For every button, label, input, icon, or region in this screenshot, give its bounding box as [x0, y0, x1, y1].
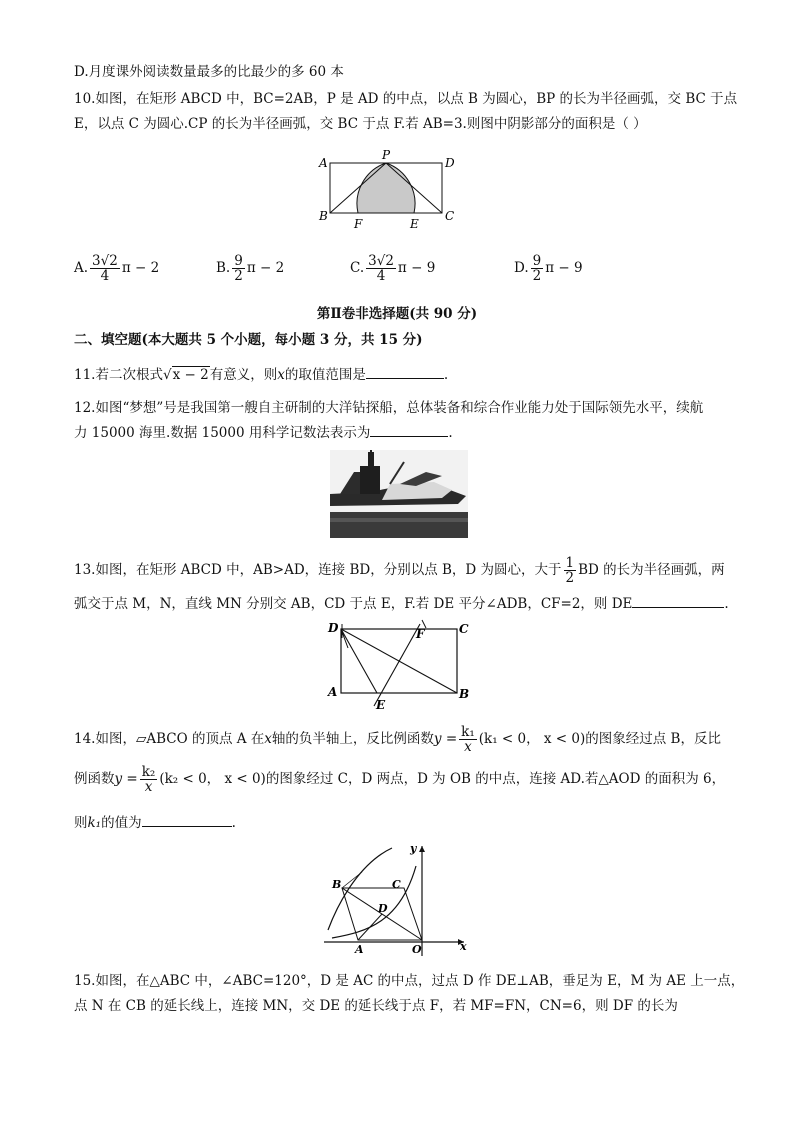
q10-option-b: B. $\frac{9}{2}$ π − 2 [216, 253, 285, 284]
ship-photo [330, 450, 468, 538]
q14-label-a: A [355, 943, 364, 956]
q14-label-y: y [410, 842, 417, 855]
q13-line-mn [374, 624, 420, 706]
section-title: 第Ⅱ卷非选择题(共 90 分) [316, 306, 478, 322]
q14-label-b: B [332, 878, 342, 891]
q13-label-c: C [459, 622, 469, 636]
q10-label-a: A [319, 156, 328, 170]
q10-option-d: D. $\frac{9}{2}$ π − 9 [514, 253, 583, 284]
q13-figure [320, 616, 480, 712]
q10-label-p: P [382, 148, 391, 162]
q10-option-c: C. $\frac{3√2}{4}$ π − 9 [350, 253, 436, 284]
q13-line1: 13.如图，在矩形 ABCD 中，AB>AD，连接 BD，分别以点 B，D 为圆心，大于 $\frac{1}{2}$ BD 的长为半径画弧，两 [74, 555, 725, 586]
q14-label-c: C [392, 878, 401, 891]
q10-label-b: B [319, 209, 328, 223]
q14-line2: 例函数y = $\frac{\text{k₂}}{x} (k_2 < 0$， x < 0)的图象经过 C，D 两点，D 为 OB 的中点，连接 AD.若△AOD 的面积为 6， [74, 764, 726, 795]
q13-label-e: E [376, 698, 386, 712]
q10-label-f: F [354, 217, 363, 231]
q10-label-c: C [445, 209, 455, 223]
q10-options [74, 254, 754, 290]
q15-line2: 点 N 在 CB 的延长线上，连接 MN，交 DE 的延长线于点 F，若 MF=FN，CN=6，则 DF 的长为 [74, 998, 678, 1014]
q14-curve-k2 [332, 866, 416, 938]
q14-label-x: x [460, 940, 467, 953]
q15-line1: 15.如图，在△ABC 中，∠ABC=120°，D 是 AC 的中点，过点 D 作 DE⊥AB，垂足为 E，M 为 AE 上一点， [74, 973, 745, 989]
part2-heading: 二、填空题(本大题共 5 个小题，每小题 3 分，共 15 分) [74, 332, 423, 348]
q14-label-o: O [412, 943, 422, 956]
q13-answer-blank[interactable] [632, 593, 724, 608]
q10-shaded-region [357, 163, 415, 213]
q14-line3: 则k₁的值为 . [74, 812, 236, 833]
q12-answer-blank[interactable] [370, 422, 448, 437]
q10-line1: 10.如图，在矩形 ABCD 中，BC=2AB，P 是 AD 的中点，以点 B 为圆心，BP 的长为半径画弧，交 BC 于点 [74, 91, 738, 107]
q13-label-f: F [416, 627, 425, 641]
q11-answer-blank[interactable] [366, 364, 444, 379]
q13-line2: 弧交于点 M，N，直线 MN 分别交 AB，CD 于点 E，F.若 DE 平分∠ADB，CF=2，则 DE . [74, 593, 729, 614]
q10-option-a: A. $\frac{3√2}{4}$ π − 2 [74, 253, 160, 284]
q13-label-a: A [328, 685, 338, 699]
q14-answer-blank[interactable] [142, 812, 232, 827]
q13-label-d: D [328, 621, 339, 635]
q14-label-d: D [378, 902, 388, 915]
q14-figure [322, 840, 474, 958]
prev-option-d: D.月度课外阅读数量最多的比最少的多 60 本 [74, 64, 344, 80]
q12-line2: 力 15000 海里.数据 15000 用科学记数法表示为 . [74, 422, 453, 443]
q12-line1: 12.如图“梦想”号是我国第一艘自主研制的大洋钻探船，总体装备和综合作业能力处于国际领先水平，续航 [74, 400, 704, 416]
q14-line1: 14.如图，▱ABCO 的顶点 A 在x轴的负半轴上，反比例函数y = $\frac{\text{k₁}}{x} (k_1 < 0$， x < 0)的图象经过点 B，反比 [74, 724, 721, 755]
q10-label-d: D [445, 156, 455, 170]
q10-label-e: E [410, 217, 419, 231]
q10-line2: E，以点 C 为圆心.CP 的长为半径画弧，交 BC 于点 F.若 AB=3.则图中阴影部分的面积是（ ） [74, 116, 647, 132]
q13-label-b: B [459, 687, 470, 701]
q11: 11.若二次根式√x − 2有意义，则x的取值范围是 . [74, 364, 448, 385]
q10-figure [310, 148, 460, 238]
